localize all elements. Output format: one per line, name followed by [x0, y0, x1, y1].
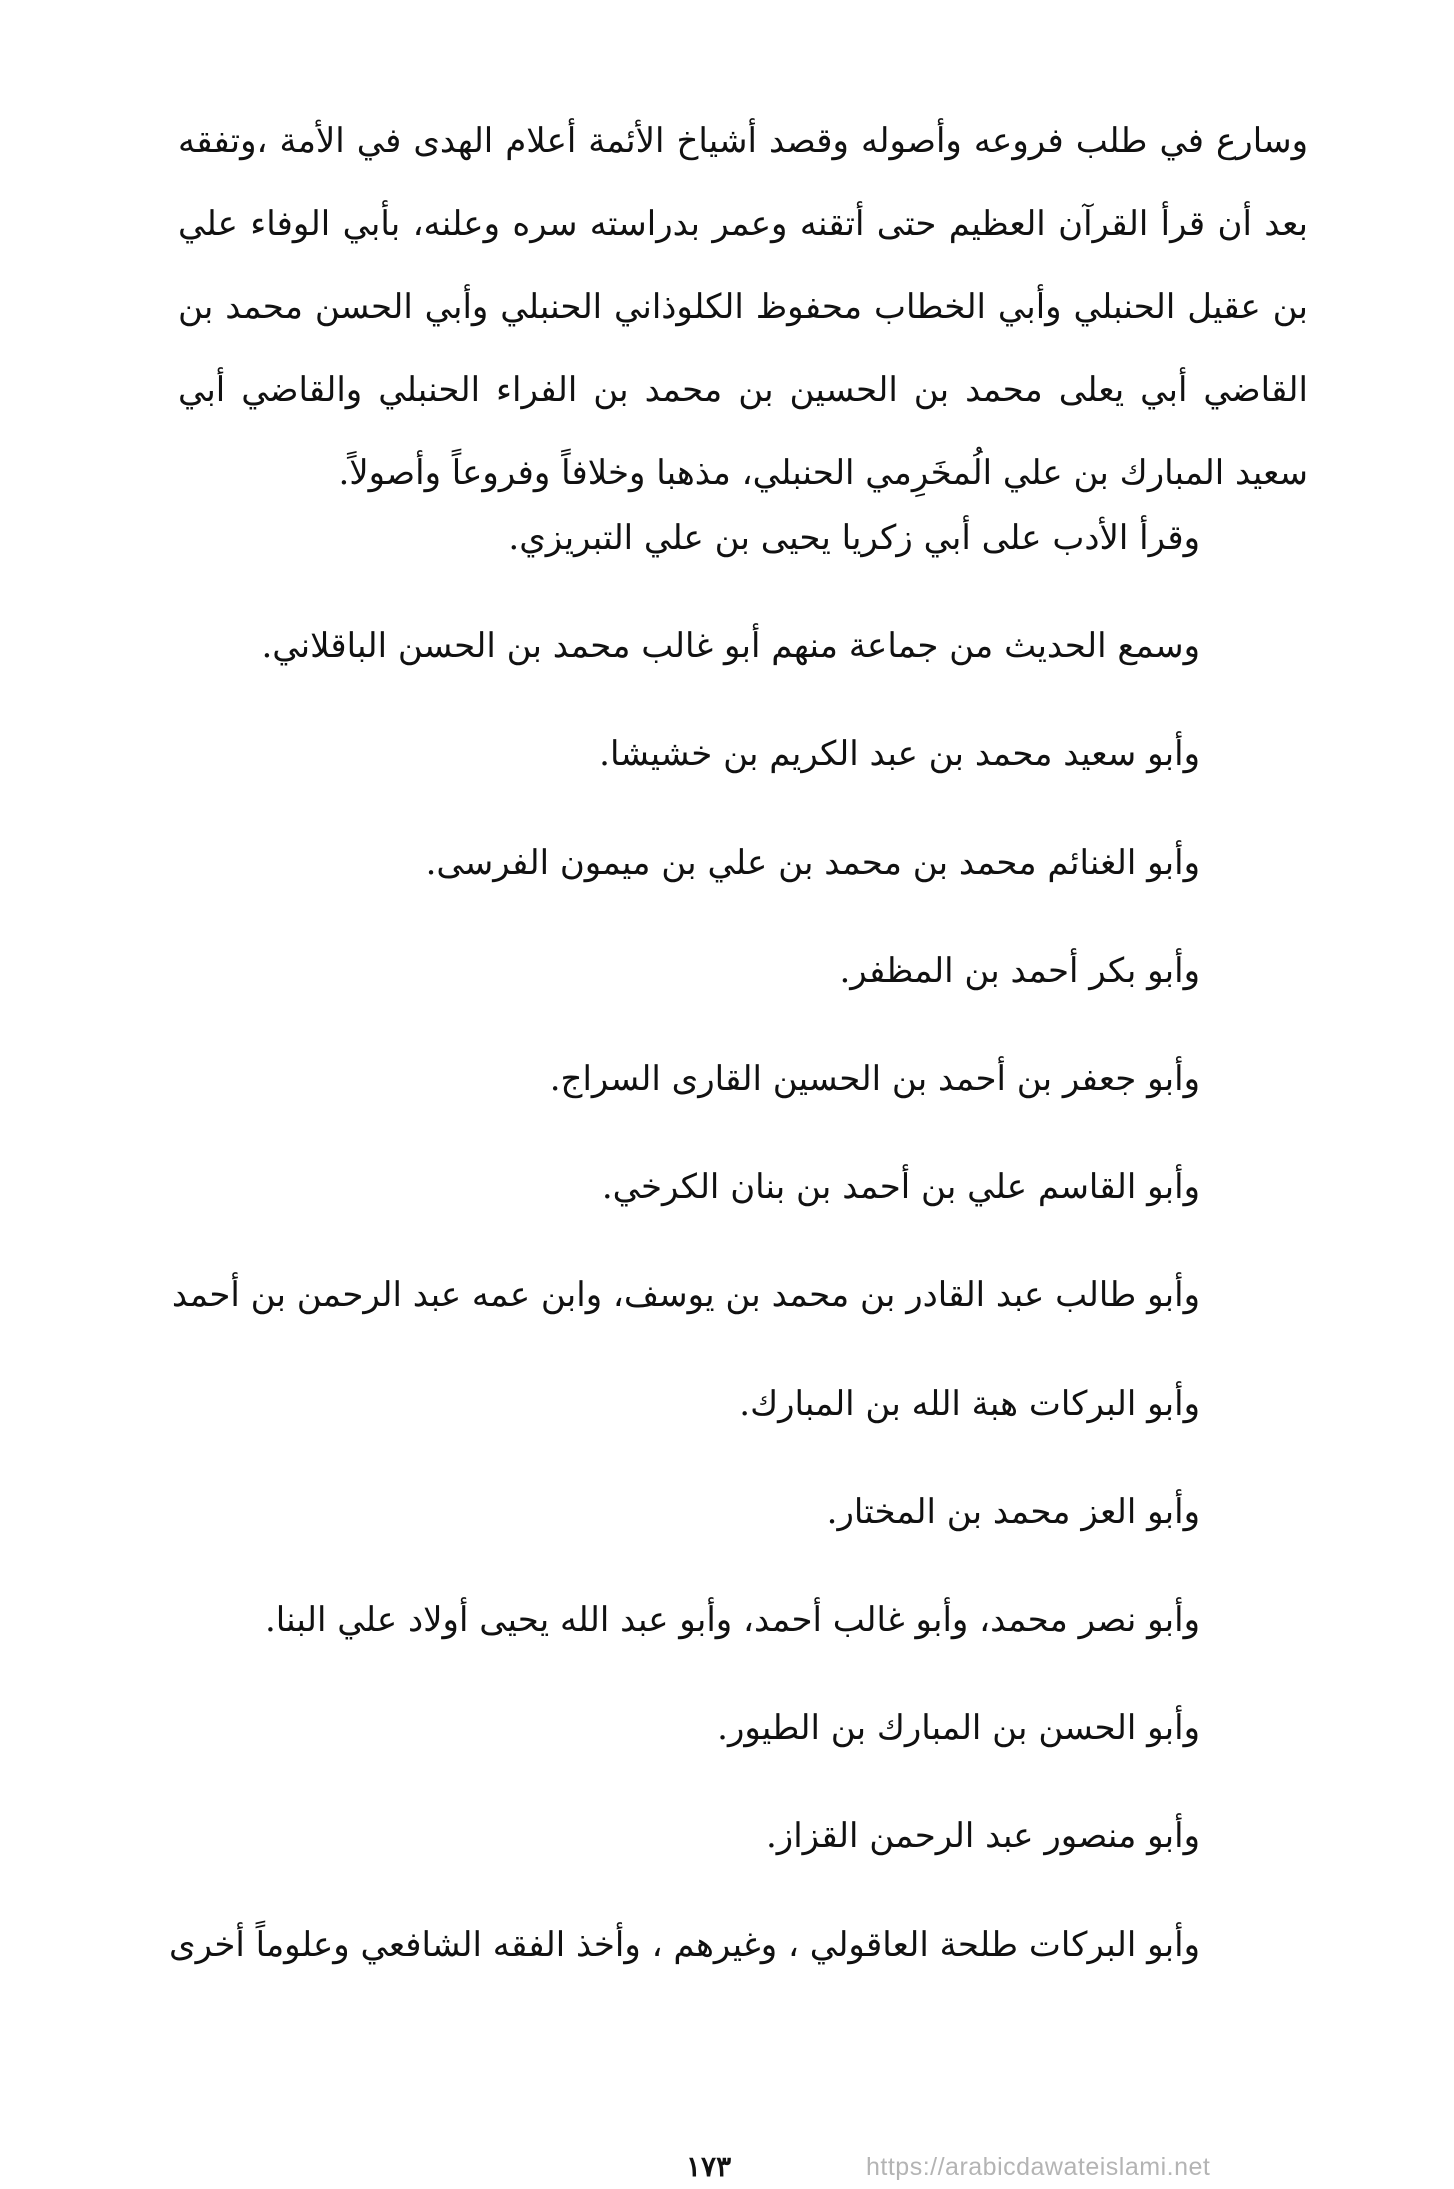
text-line-13: وأبو منصور عبد الرحمن القزاز. [765, 1816, 1200, 1856]
text-line-11: وأبو نصر محمد، وأبو غالب أحمد، وأبو عبد الله يحيى أولاد علي البنا. [265, 1600, 1200, 1640]
text-line-7: وأبو القاسم علي بن أحمد بن بنان الكرخي. [601, 1167, 1200, 1207]
page-number: ١٧٣ [686, 2150, 732, 2183]
text-line-3: وأبو سعيد محمد بن عبد الكريم بن خشيشا. [599, 734, 1200, 774]
text-line-9: وأبو البركات هبة الله بن المبارك. [739, 1384, 1200, 1424]
source-watermark-url: https://arabicdawateislami.net [866, 2153, 1211, 2181]
opening-paragraph: وسارع في طلب فروعه وأصوله وقصد أشياخ الأئمة أعلام الهدى في الأمة ،وتفقه بعد أن قرأ القرآن العظيم حتى أتقنه وعمر بدراسته سره وعلنه، بأبي الوفاء علي بن عقيل الحنبلي وأبي الخطاب محفوظ الكلوذاني الحنبلي وأبي الحسن محمد بن القاضي أبي يعلى محمد بن الحسين بن محمد بن الفراء الحنبلي والقاضي أبي سعيد المبارك بن علي الُمخَرِمي الحنبلي، مذهبا وخلافاً وفروعاً وأصولاً. [178, 121, 1308, 493]
text-line-10: وأبو العز محمد بن المختار. [826, 1492, 1200, 1532]
text-line-5: وأبو بكر أحمد بن المظفر. [839, 951, 1200, 991]
text-line-2: وسمع الحديث من جماعة منهم أبو غالب محمد بن الحسن الباقلاني. [261, 626, 1200, 666]
text-line-8: وأبو طالب عبد القادر بن محمد بن يوسف، وابن عمه عبد الرحمن بن أحمد [171, 1275, 1200, 1315]
text-line-14: وأبو البركات طلحة العاقولي ، وغيرهم ، وأخذ الفقه الشافعي وعلوماً أخرى [168, 1925, 1200, 1965]
text-line-12: وأبو الحسن بن المبارك بن الطيور. [717, 1708, 1200, 1748]
text-line-1: وقرأ الأدب على أبي زكريا يحيى بن علي التبريزي. [508, 518, 1200, 558]
text-line-4: وأبو الغنائم محمد بن محمد بن علي بن ميمون الفرسى. [425, 843, 1200, 883]
text-line-6: وأبو جعفر بن أحمد بن الحسين القارى السراج. [549, 1059, 1200, 1099]
